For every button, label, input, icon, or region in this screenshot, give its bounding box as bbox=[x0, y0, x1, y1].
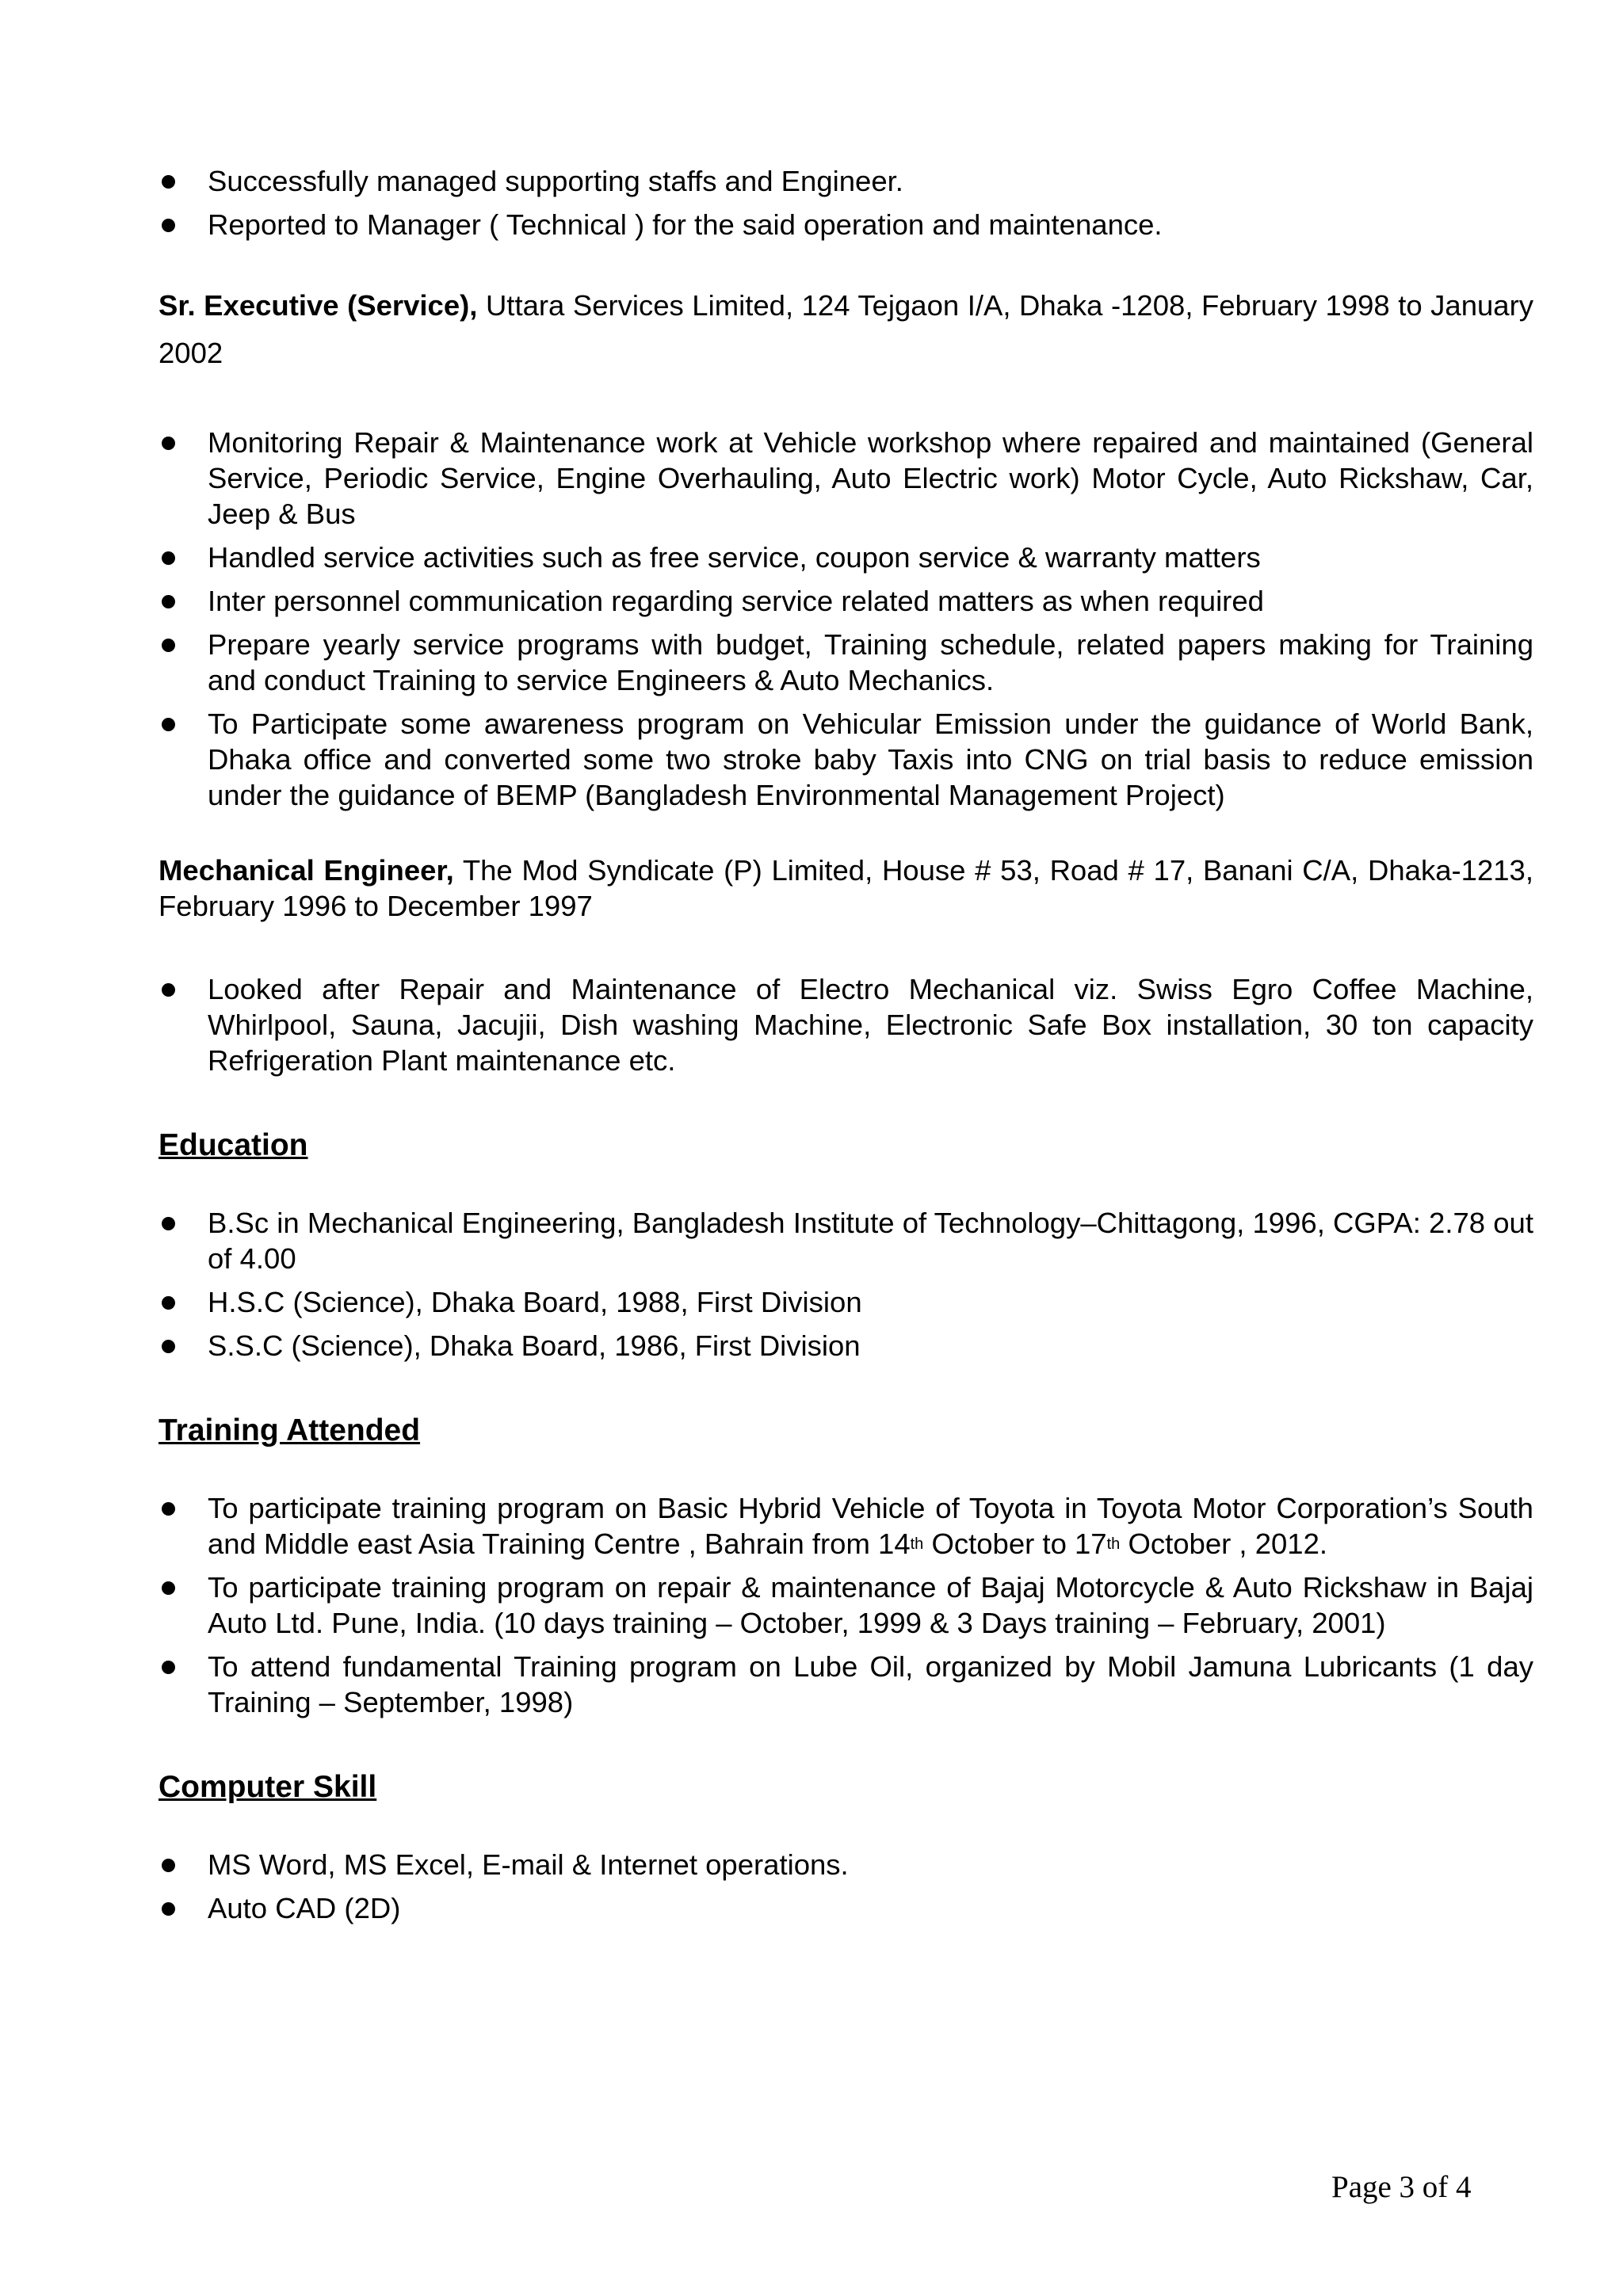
job-entry-mechanical-engineer bbox=[158, 852, 1533, 924]
list-item: B.Sc in Mechanical Engineering, Bangladesh Institute of Technology–Chittagong, 1996, CGPA: 2.78 out of 4.00 bbox=[158, 1205, 1533, 1276]
bullet-icon bbox=[162, 175, 175, 189]
list-item: Auto CAD (2D) bbox=[158, 1890, 1533, 1926]
training-heading: Training Attended bbox=[158, 1413, 421, 1447]
job-details: The Mod Syndicate (P) Limited, House # 53, Road # 17, Banani C/A, Dhaka-1213, February 1996 to December 1997 bbox=[158, 854, 1533, 922]
job-title: Sr. Executive (Service), bbox=[158, 289, 478, 322]
list-item: Reported to Manager ( Technical ) for the said operation and maintenance. bbox=[158, 207, 1533, 242]
bullet-icon bbox=[162, 1859, 175, 1872]
computer-skill-heading: Computer Skill bbox=[158, 1770, 377, 1804]
bullet-icon bbox=[162, 1296, 175, 1310]
list-item: S.S.C (Science), Dhaka Board, 1986, First Division bbox=[158, 1328, 1533, 1363]
list-item: MS Word, MS Excel, E-mail & Internet operations. bbox=[158, 1847, 1533, 1882]
computer-skill-list bbox=[158, 1847, 1533, 1926]
list-item: Handled service activities such as free service, coupon service & warranty matters bbox=[158, 540, 1533, 575]
list-item: To participate training program on repair & maintenance of Bajaj Motorcycle & Auto Rickshaw in Bajaj Auto Ltd. Pune, India. (10 days training – October, 1999 & 3 Days training – February, 2001) bbox=[158, 1569, 1533, 1641]
bullet-icon bbox=[162, 1902, 175, 1916]
top-bullet-list bbox=[158, 163, 1533, 242]
page-number: Page 3 of 4 bbox=[1331, 2170, 1472, 2204]
education-heading: Education bbox=[158, 1128, 308, 1162]
education-list bbox=[158, 1205, 1533, 1363]
bullet-icon bbox=[162, 1217, 175, 1230]
job-details: Uttara Services Limited, 124 Tejgaon I/A, Dhaka -1208, February 1998 to January 2002 bbox=[158, 289, 1533, 369]
bullet-icon bbox=[162, 983, 175, 997]
list-item: Monitoring Repair & Maintenance work at Vehicle workshop where repaired and maintained (General Service, Periodic Service, Engine Overhauling, Auto Electric work) Motor Cycle, Auto Rickshaw, Car, Jeep & Bus bbox=[158, 425, 1533, 532]
list-item: Looked after Repair and Maintenance of Electro Mechanical viz. Swiss Egro Coffee Machine, Whirlpool, Sauna, Jacujii, Dish washing Machine, Electronic Safe Box installation, 30 ton capacity Refrigeration Plant maintenance etc. bbox=[158, 971, 1533, 1078]
bullet-icon bbox=[162, 551, 175, 565]
list-item: H.S.C (Science), Dhaka Board, 1988, First Division bbox=[158, 1284, 1533, 1320]
sr-executive-duties bbox=[158, 425, 1533, 813]
bullet-icon bbox=[162, 219, 175, 232]
bullet-icon bbox=[162, 595, 175, 608]
list-item: Successfully managed supporting staffs and Engineer. bbox=[158, 163, 1533, 199]
list-item: Inter personnel communication regarding service related matters as when required bbox=[158, 583, 1533, 619]
list-item: To participate training program on Basic Hybrid Vehicle of Toyota in Toyota Motor Corporation’s South and Middle east Asia Training Centre , Bahrain from 14th October to 17th October , 2012. bbox=[158, 1490, 1533, 1562]
bullet-icon bbox=[162, 437, 175, 450]
mechanical-engineer-duties bbox=[158, 971, 1533, 1078]
bullet-icon bbox=[162, 1581, 175, 1595]
list-item: Prepare yearly service programs with budget, Training schedule, related papers making for Training and conduct Training to service Engineers & Auto Mechanics. bbox=[158, 627, 1533, 698]
page-content bbox=[158, 163, 1533, 1934]
job-entry-sr-executive bbox=[158, 282, 1533, 377]
list-item: To attend fundamental Training program on Lube Oil, organized by Mobil Jamuna Lubricants (1 day Training – September, 1998) bbox=[158, 1649, 1533, 1720]
training-list bbox=[158, 1490, 1533, 1720]
bullet-icon bbox=[162, 718, 175, 731]
bullet-icon bbox=[162, 1502, 175, 1516]
bullet-icon bbox=[162, 1340, 175, 1353]
bullet-icon bbox=[162, 639, 175, 652]
list-item: To Participate some awareness program on Vehicular Emission under the guidance of World Bank, Dhaka office and converted some two stroke baby Taxis into CNG on trial basis to reduce emission under the guidance of BEMP (Bangladesh Environmental Management Project) bbox=[158, 706, 1533, 813]
job-title: Mechanical Engineer, bbox=[158, 854, 454, 887]
bullet-icon bbox=[162, 1661, 175, 1674]
